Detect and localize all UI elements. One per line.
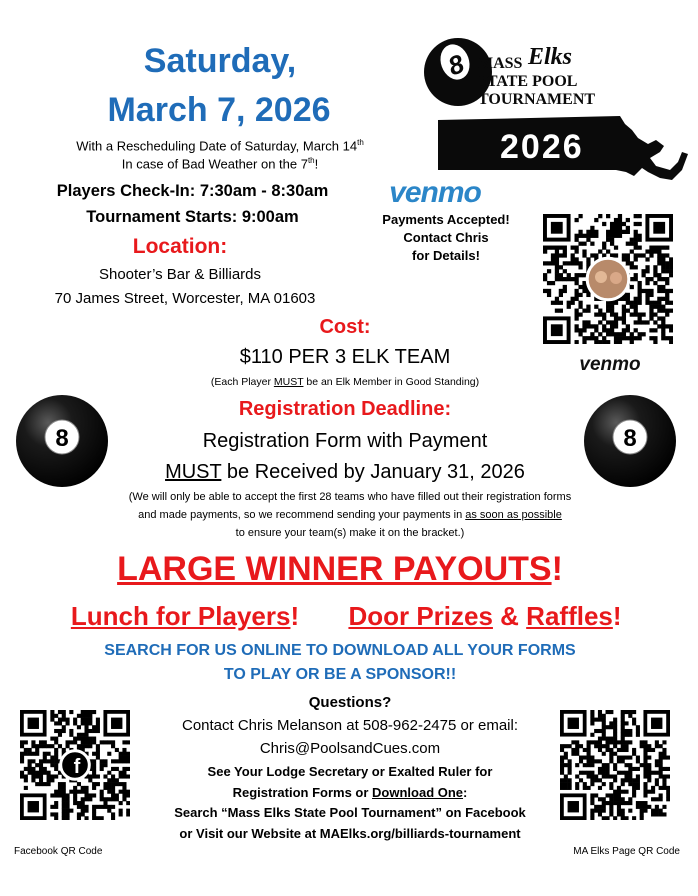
start-time: Tournament Starts: 9:00am [86, 208, 299, 226]
search-online-line1: SEARCH FOR US ONLINE TO DOWNLOAD ALL YOUR FORMS [104, 642, 576, 659]
ma-elks-qr-code[interactable] [560, 710, 670, 820]
venmo-qr-code[interactable] [543, 214, 673, 344]
deadline-note3: to ensure your team(s) make it on the bracket.) [235, 527, 465, 539]
cost-price: $110 PER 3 ELK TEAM [239, 346, 451, 368]
download-link[interactable]: Download One [372, 785, 464, 800]
cost-note [150, 376, 540, 388]
location-heading: Location: [132, 235, 228, 258]
contact-email[interactable]: Chris@PoolsandCues.com [259, 740, 441, 757]
deadline-note1: (We will only be able to accept the first 28 teams who have filled out their registration forms [128, 491, 572, 503]
reschedule-text: With a Rescheduling Date of Saturday, March 14 [76, 138, 358, 154]
venmo-payments-accepted: Payments Accepted! [382, 212, 510, 227]
eight-ball-left-icon [14, 393, 110, 489]
svg-text:f: f [73, 756, 81, 778]
raffles-text: Raffles [526, 601, 613, 631]
facebook-qr-code[interactable] [20, 710, 130, 820]
eight-ball-right-icon [582, 393, 678, 489]
secretary-line2 [150, 785, 550, 800]
reschedule-date [30, 138, 410, 153]
payouts-bang: ! [551, 550, 563, 588]
questions-heading: Questions? [308, 694, 392, 711]
reschedule-weather [30, 156, 410, 171]
weather-text: In case of Bad Weather on the 7 [121, 156, 308, 172]
venmo-small-logo: venmo [579, 354, 641, 375]
venmo-contact: Contact Chris [403, 230, 489, 245]
website-visit[interactable]: or Visit our Website at MAElks.org/billiards-tournament [179, 826, 521, 841]
secretary-line1: See Your Lodge Secretary or Exalted Ruler for [207, 764, 493, 779]
ma-elks-qr-caption: MA Elks Page QR Code [573, 846, 680, 857]
venmo-details: for Details! [412, 248, 480, 263]
search-online-line2: TO PLAY OR BE A SPONSOR!! [223, 666, 457, 683]
logo-mass: MASS [478, 55, 523, 72]
event-date-day: Saturday, [143, 42, 297, 80]
cost-note-a: (Each Player [210, 376, 274, 388]
prizes-amp: & [492, 601, 527, 631]
deadline-date: be Received by January 31, 2026 [221, 461, 525, 483]
logo-ball-number: 8 [444, 48, 468, 82]
deadline-heading: Registration Deadline: [238, 398, 452, 420]
cost-note-b: be an Elk Member in Good Standing) [303, 376, 480, 388]
weather-sup: th [307, 156, 315, 165]
venue-name: Shooter’s Bar & Billiards [98, 266, 262, 283]
right-ball-number: 8 [623, 425, 637, 452]
reschedule-sup: th [357, 138, 364, 147]
cost-note-must: MUST [273, 376, 304, 388]
payouts-banner [60, 550, 620, 589]
logo-state-pool: STATE POOL [478, 73, 578, 90]
logo-elks: Elks [528, 44, 573, 70]
left-ball-number: 8 [55, 425, 69, 452]
deadline-note2-link: as soon as possible [465, 509, 562, 521]
cost-heading: Cost: [319, 316, 371, 338]
lunch-bang: ! [290, 601, 300, 631]
weather-bang: ! [314, 156, 319, 172]
venue-address: 70 James Street, Worcester, MA 01603 [54, 290, 316, 307]
deadline-note2 [60, 509, 640, 521]
deadline-note2-a: and made payments, so we recommend sending your payments in [138, 509, 466, 521]
event-date: March 7, 2026 [107, 91, 331, 129]
facebook-search: Search “Mass Elks State Pool Tournament” on Facebook [174, 805, 526, 820]
logo-tournament: TOURNAMENT [478, 91, 596, 108]
deadline-must: MUST [165, 461, 222, 483]
lunch-text: Lunch for Players [70, 601, 291, 631]
payouts-text: LARGE WINNER PAYOUTS [117, 550, 552, 588]
deadline-line2 [110, 461, 580, 484]
venmo-logo: venmo [389, 176, 481, 209]
door-prizes-text: Door Prizes [348, 601, 493, 631]
lunch-banner [40, 601, 330, 632]
check-in-time: Players Check-In: 7:30am - 8:30am [56, 182, 329, 200]
secretary-line2-a: Registration Forms or [232, 785, 373, 800]
raffles-bang: ! [612, 601, 622, 631]
logo-year: 2026 [500, 128, 584, 166]
contact-phone: Contact Chris Melanson at 508-962-2475 or email: [181, 717, 518, 734]
prizes-banner [320, 601, 650, 632]
deadline-line1: Registration Form with Payment [202, 430, 488, 452]
secretary-line2-b: : [463, 785, 468, 800]
facebook-qr-caption: Facebook QR Code [14, 846, 103, 857]
